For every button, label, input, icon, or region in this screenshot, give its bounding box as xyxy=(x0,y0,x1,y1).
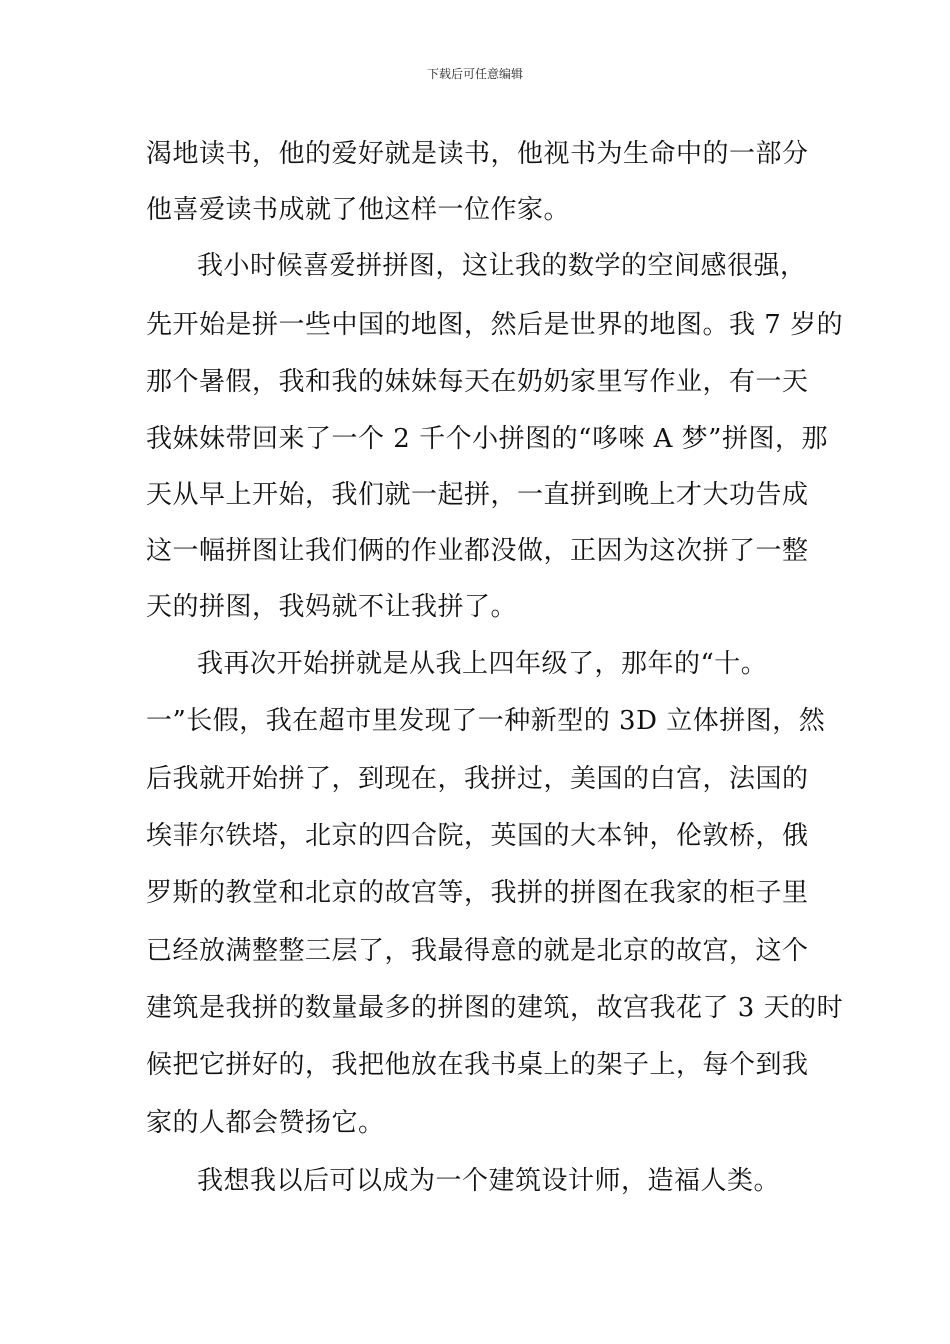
page-header: 下载后可任意编辑 xyxy=(426,67,523,81)
text-line: 已经放满整整三层了，我最得意的就是北京的故宫，这个 xyxy=(146,936,809,966)
text-line: 天的拼图，我妈就不让我拼了。 xyxy=(146,592,518,622)
text-line: 家的人都会赞扬它。 xyxy=(146,1108,385,1138)
text-line: 埃菲尔铁塔，北京的四合院，英国的大本钟，伦敦桥，俄 xyxy=(146,821,809,851)
paragraph-first-line: 我小时候喜爱拼拼图，这让我的数学的空间感很强， xyxy=(197,251,807,281)
paragraph-first-line: 我再次开始拼就是从我上四年级了，那年的“十。 xyxy=(197,649,768,679)
text-line: 候把它拼好的，我把他放在我书桌上的架子上，每个到我 xyxy=(146,1050,809,1080)
text-line: 天从早上开始，我们就一起拼，一直拼到晚上才大功告成 xyxy=(146,480,809,510)
text-line: 建筑是我拼的数量最多的拼图的建筑，故宫我花了 3 天的时 xyxy=(146,993,844,1023)
text-line: 我妹妹带回来了一个 2 千个小拼图的“哆唻 A 梦”拼图，那 xyxy=(146,424,828,454)
text-line: 先开始是拼一些中国的地图，然后是世界的地图。我 7 岁的 xyxy=(146,310,844,340)
text-line: 罗斯的教堂和北京的故宫等，我拼的拼图在我家的柜子里 xyxy=(146,878,809,908)
text-line: 后我就开始拼了，到现在，我拼过，美国的白宫，法国的 xyxy=(146,764,809,794)
paragraph-first-line: 我想我以后可以成为一个建筑设计师，造福人类。 xyxy=(197,1166,781,1196)
text-line: 这一幅拼图让我们俩的作业都没做，正因为这次拼了一整 xyxy=(146,536,809,566)
text-line: 渴地读书，他的爱好就是读书，他视书为生命中的一部分 xyxy=(146,139,809,169)
text-line: 他喜爱读书成就了他这样一位作家。 xyxy=(146,195,571,225)
text-line: 那个暑假，我和我的妹妹每天在奶奶家里写作业，有一天 xyxy=(146,367,809,397)
text-line: 一”长假，我在超市里发现了一种新型的 3D 立体拼图，然 xyxy=(146,706,826,736)
